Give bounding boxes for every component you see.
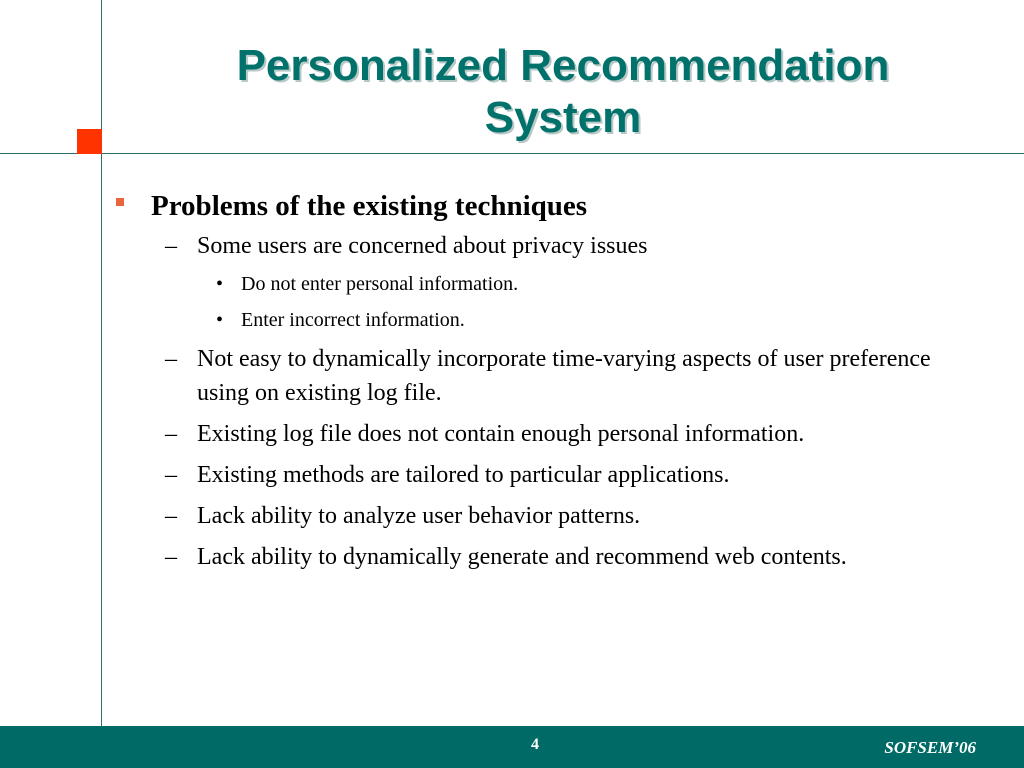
- slide-title-line-2: System: [484, 93, 642, 142]
- sub-sub-bullet-text: Do not enter personal information.: [241, 273, 519, 295]
- footer-bar: [0, 726, 1024, 768]
- horizontal-rule: [0, 153, 1024, 154]
- dot-bullet-icon: •: [216, 309, 224, 331]
- sub-bullet-text: Lack ability to dynamically generate and recommend web contents.: [197, 544, 847, 570]
- slide-title-line-1: Personalized Recommendation: [236, 41, 890, 90]
- sub-bullet: [113, 342, 973, 410]
- slide-content: [113, 188, 973, 581]
- page-number: 4: [531, 736, 539, 753]
- sub-sub-bullet-text: Enter incorrect information.: [241, 309, 465, 331]
- slide-title: [102, 40, 1024, 144]
- dash-bullet-icon: –: [165, 233, 177, 259]
- sub-bullet-text: Some users are concerned about privacy issues: [197, 233, 648, 259]
- sub-bullet: [113, 229, 973, 263]
- dash-bullet-icon: –: [165, 503, 177, 529]
- sub-bullet-text: Existing log file does not contain enough personal information.: [197, 421, 805, 447]
- sub-bullet-text: Existing methods are tailored to particular applications.: [197, 462, 730, 488]
- dot-bullet-icon: •: [216, 273, 224, 295]
- dash-bullet-icon: –: [165, 462, 177, 488]
- sub-bullet-text: Lack ability to analyze user behavior patterns.: [197, 503, 641, 529]
- sub-sub-bullet: [113, 306, 973, 334]
- sub-bullet: [113, 458, 973, 492]
- dash-bullet-icon: –: [165, 346, 177, 372]
- footer-label: SOFSEM’06: [884, 738, 976, 757]
- dash-bullet-icon: –: [165, 421, 177, 447]
- sub-bullet: [113, 540, 973, 574]
- sub-bullet: [113, 499, 973, 533]
- main-bullet-text: Problems of the existing techniques: [151, 190, 588, 222]
- accent-square: [77, 129, 102, 154]
- main-bullet: [113, 188, 973, 224]
- sub-bullet: [113, 417, 973, 451]
- sub-sub-bullet: [113, 270, 973, 298]
- square-bullet-icon: [116, 198, 124, 206]
- sub-bullet-text: Not easy to dynamically incorporate time-varying aspects of user preference using on existing log file.: [197, 346, 931, 406]
- dash-bullet-icon: –: [165, 544, 177, 570]
